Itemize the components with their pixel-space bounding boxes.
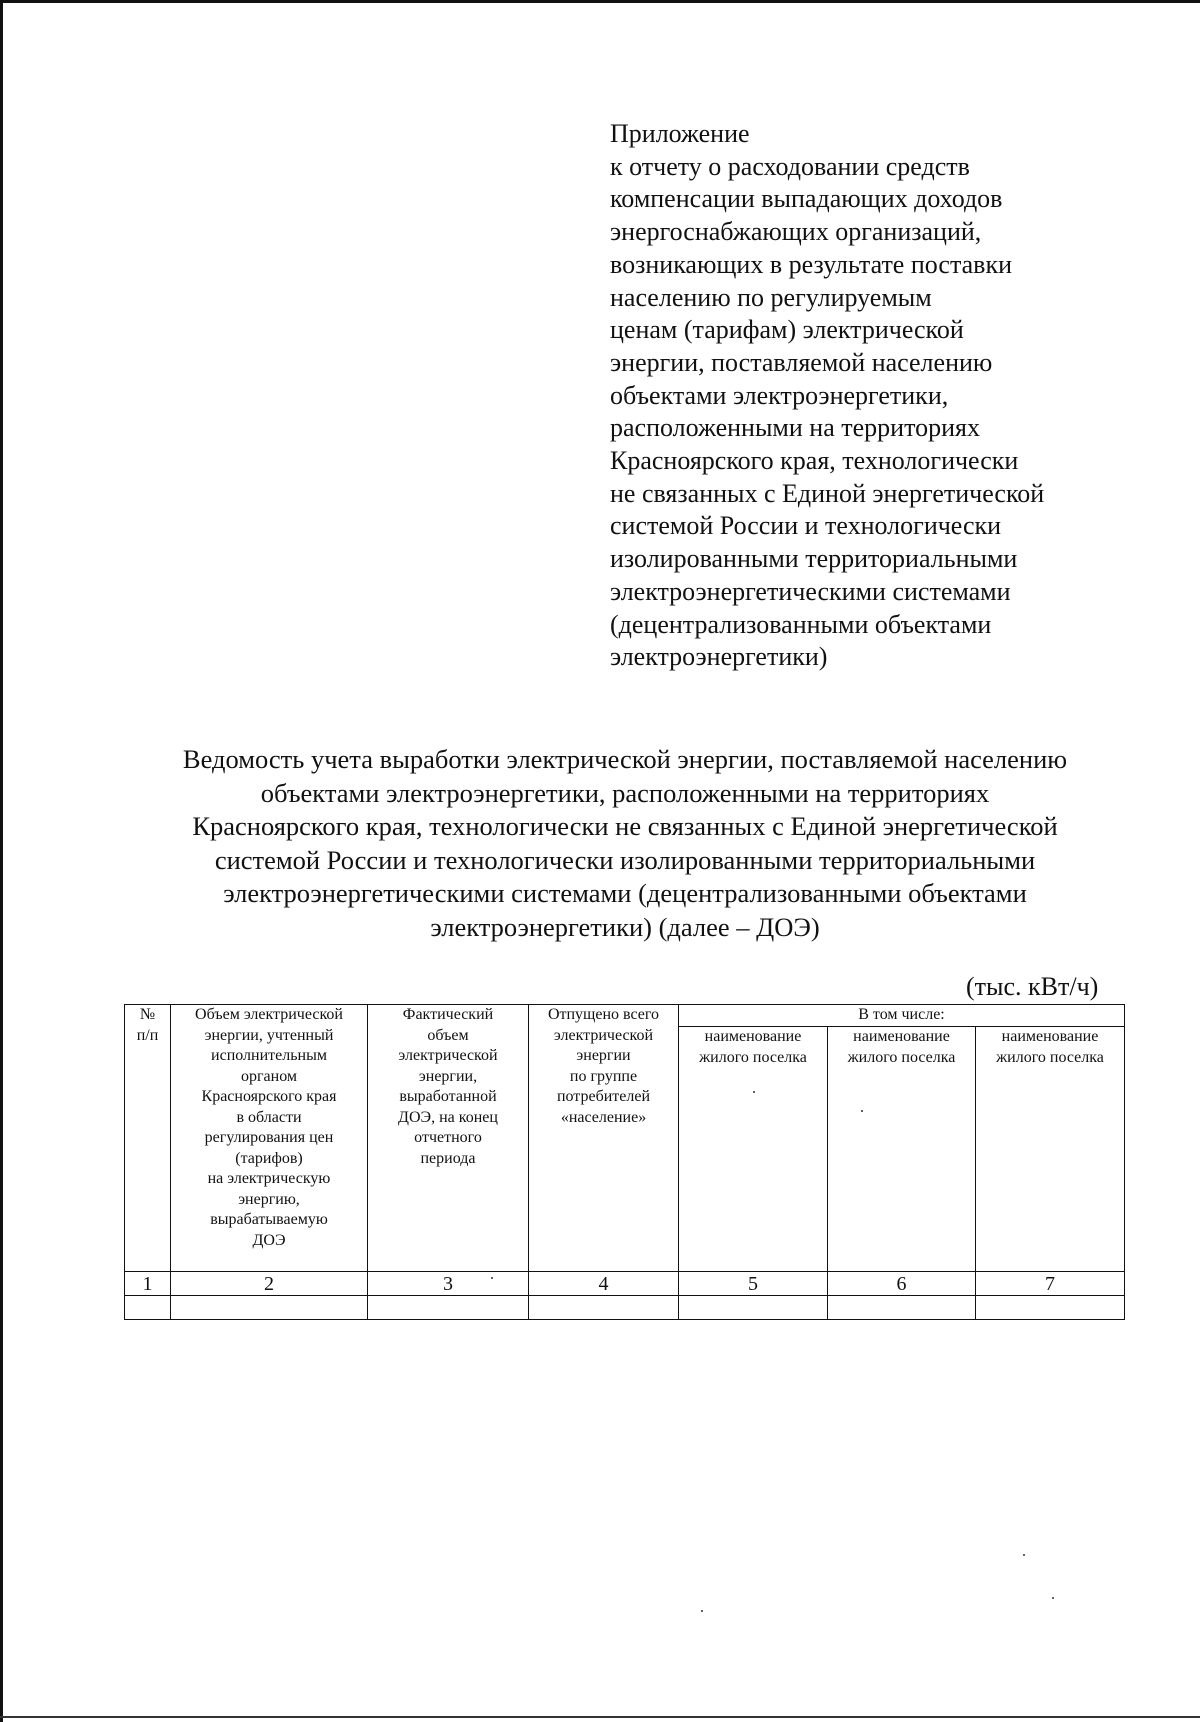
title-line: Красноярского края, технологически не связанных с Единой энергетической [192,811,1058,841]
table-cell-empty [679,1296,828,1320]
table-cell-empty [125,1296,171,1320]
scan-border-bottom [0,1716,1200,1718]
table-cell-empty [976,1296,1125,1320]
scan-speck [701,1610,703,1612]
table-cell-empty [828,1296,976,1320]
appendix-line: энергоснабжающих организаций, [610,217,982,247]
appendix-line: возникающих в результате поставки [610,249,1012,279]
table-cell-empty [368,1296,529,1320]
appendix-line: компенсации выпадающих доходов [610,184,1003,214]
appendix-line: энергии, поставляемой населению [610,347,993,377]
appendix-line: Приложение [610,119,750,148]
header-including: В том числе: [679,1005,1125,1027]
title-line: Ведомость учета выработки электрической энергии, поставляемой населению [182,744,1068,774]
title-line: электроэнергетическими системами (децентрализованными объектами [223,878,1027,908]
column-number: 4 [529,1272,679,1296]
header-settlement-name: наименование жилого поселка [976,1027,1125,1272]
appendix-line: к отчету о расходовании средств [610,151,970,181]
header-row-number: № п/п [125,1005,171,1272]
scan-speck [1052,1597,1054,1599]
column-number: 2 [171,1272,368,1296]
units-label: (тыс. кВт/ч) [966,972,1099,1001]
column-number: 7 [976,1272,1125,1296]
scan-border-left [0,0,3,1722]
scan-border-top [0,0,1200,3]
appendix-line: изолированными территориальными [610,544,1018,574]
appendix-line: Красноярского края, технологически [610,446,1019,476]
appendix-line: (децентрализованными объектами [610,609,992,639]
column-number: 5 [679,1272,828,1296]
appendix-line: ценам (тарифам) электрической [610,315,964,345]
header-actual-volume: Фактический объем электрической энергии, выработанной ДОЭ, на конец отчетного периода [368,1005,529,1272]
column-number: 1 [125,1272,171,1296]
appendix-line: расположенными на территориях [610,413,980,443]
scan-speck [861,1110,863,1112]
column-number: 6 [828,1272,976,1296]
header-settlement-name: наименование жилого поселка [679,1027,828,1272]
report-table [124,1004,1125,1320]
document-title [120,743,1130,944]
column-number: 3 [368,1272,529,1296]
table-cell-empty [529,1296,679,1320]
appendix-line: электроэнергетики) [610,642,828,672]
title-line: объектами электроэнергетики, расположенными на территориях [260,777,990,808]
appendix-line: электроэнергетическими системами [610,576,1011,606]
title-line: системой России и технологически изолированными территориальными [214,844,1036,875]
scan-speck [1023,1554,1025,1556]
title-line: электроэнергетики) (далее – ДОЭ) [430,911,820,942]
table-cell-empty [171,1296,368,1320]
appendix-line: объектами электроэнергетики, [610,380,949,410]
scan-speck [491,1277,493,1279]
appendix-header [610,118,1110,674]
header-recorded-volume: Объем электрической энергии, учтенный исполнительным органом Красноярского края в области регулирования цен (тарифов) на электрическую энергию, вырабатываемую ДОЭ [171,1005,368,1272]
appendix-line: населению по регулируемым [610,282,932,312]
scan-speck [753,1091,755,1093]
appendix-line: не связанных с Единой энергетической [610,478,1045,508]
header-released-total: Отпущено всего электрической энергии по группе потребителей «население» [529,1005,679,1272]
header-settlement-name: наименование жилого поселка [828,1027,976,1272]
appendix-line: системой России и технологически [610,511,1002,541]
